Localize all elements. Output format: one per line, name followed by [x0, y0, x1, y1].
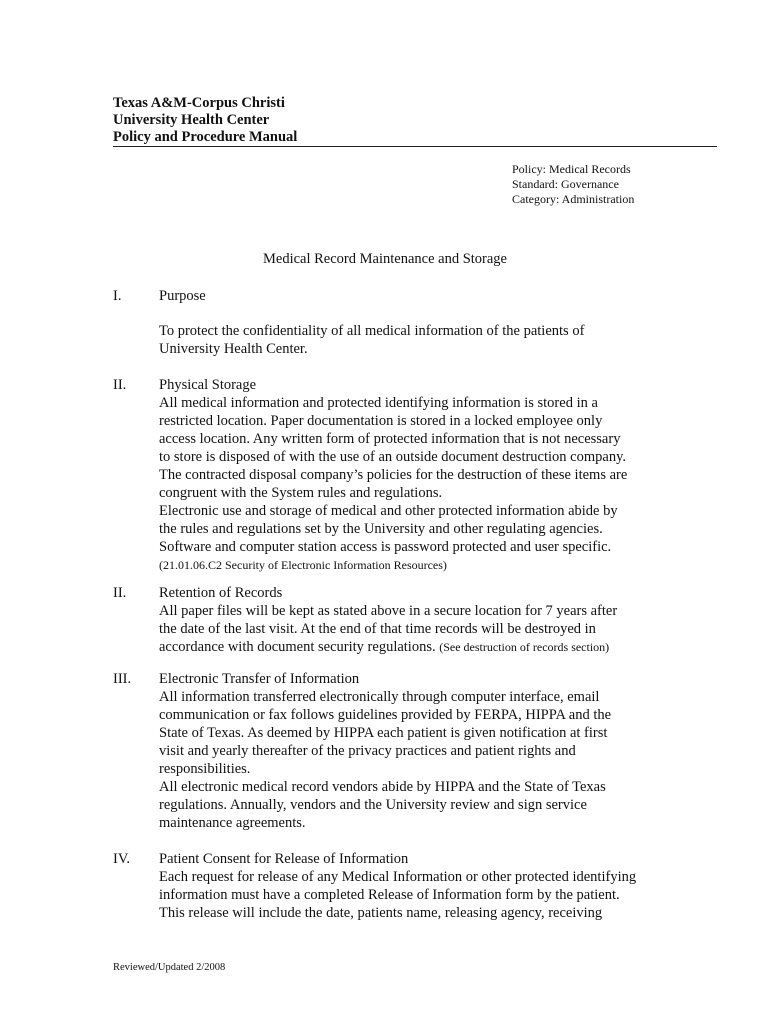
standard-label: Standard: Governance: [512, 177, 619, 191]
section-1-text-line: University Health Center.: [159, 341, 308, 357]
section-5-text-line: This release will include the date, patients name, releasing agency, receiving: [159, 905, 603, 921]
section-4-text-line: State of Texas. As deemed by HIPPA each patient is given notification at first: [159, 725, 608, 741]
section-2-number: II.: [113, 377, 127, 393]
manual-name: Policy and Procedure Manual: [113, 129, 298, 145]
section-4-heading: Electronic Transfer of Information: [159, 671, 360, 687]
section-2-text-line: Electronic use and storage of medical and other protected information abide by: [159, 503, 618, 519]
section-3-text-line: [159, 638, 609, 656]
section-4-text-line: All information transferred electronically through computer interface, email: [159, 689, 600, 705]
section-2-text-line: the rules and regulations set by the University and other regulating agencies.: [159, 521, 603, 537]
section-3-text-main: accordance with document security regulations.: [159, 639, 436, 655]
section-3-text-line: All paper files will be kept as stated above in a secure location for 7 years after: [159, 603, 618, 619]
section-2-citation: (21.01.06.C2 Security of Electronic Information Resources): [159, 558, 447, 572]
section-2-text-line: All medical information and protected identifying information is stored in a: [159, 395, 598, 411]
org-name: Texas A&M-Corpus Christi: [113, 95, 285, 111]
section-5-heading: Patient Consent for Release of Information: [159, 851, 409, 867]
section-2-text-line: access location. Any written form of protected information that is not necessary: [159, 431, 621, 447]
section-4-text-line: All electronic medical record vendors abide by HIPPA and the State of Texas: [159, 779, 606, 795]
section-3-note: (See destruction of records section): [439, 640, 610, 654]
section-5-number: IV.: [113, 851, 131, 867]
section-2-text-line: Software and computer station access is password protected and user specific.: [159, 539, 612, 555]
section-2-text-line: congruent with the System rules and regulations.: [159, 485, 443, 501]
section-4-number: III.: [113, 671, 132, 687]
section-1-text-line: To protect the confidentiality of all medical information of the patients of: [159, 323, 585, 339]
section-3-text-line: the date of the last visit. At the end of that time records will be destroyed in: [159, 621, 596, 637]
section-3-number: II.: [113, 585, 127, 601]
section-1-heading: Purpose: [159, 288, 206, 304]
department-name: University Health Center: [113, 112, 270, 128]
policy-label: Policy: Medical Records: [512, 162, 631, 176]
section-5-text-line: information must have a completed Release of Information form by the patient.: [159, 887, 620, 903]
section-4-text-line: regulations. Annually, vendors and the University review and sign service: [159, 797, 587, 813]
section-5-text-line: Each request for release of any Medical Information or other protected identifying: [159, 869, 637, 885]
section-2-text-line: restricted location. Paper documentation is stored in a locked employee only: [159, 413, 603, 429]
footer-review-date: Reviewed/Updated 2/2008: [113, 962, 226, 973]
section-2-text-line: to store is disposed of with the use of an outside document destruction company.: [159, 449, 627, 465]
section-2-text-line: The contracted disposal company’s policies for the destruction of these items are: [159, 467, 628, 483]
section-4-text-line: responsibilities.: [159, 761, 251, 777]
category-label: Category: Administration: [512, 192, 635, 206]
document-title: Medical Record Maintenance and Storage: [263, 251, 507, 267]
section-3-heading: Retention of Records: [159, 585, 283, 601]
section-2-heading: Physical Storage: [159, 377, 257, 393]
section-1-number: I.: [113, 288, 122, 304]
section-4-text-line: maintenance agreements.: [159, 815, 306, 831]
section-4-text-line: visit and yearly thereafter of the privacy practices and patient rights and: [159, 743, 576, 759]
header-rule: [113, 146, 717, 147]
section-4-text-line: communication or fax follows guidelines provided by FERPA, HIPPA and the: [159, 707, 612, 723]
